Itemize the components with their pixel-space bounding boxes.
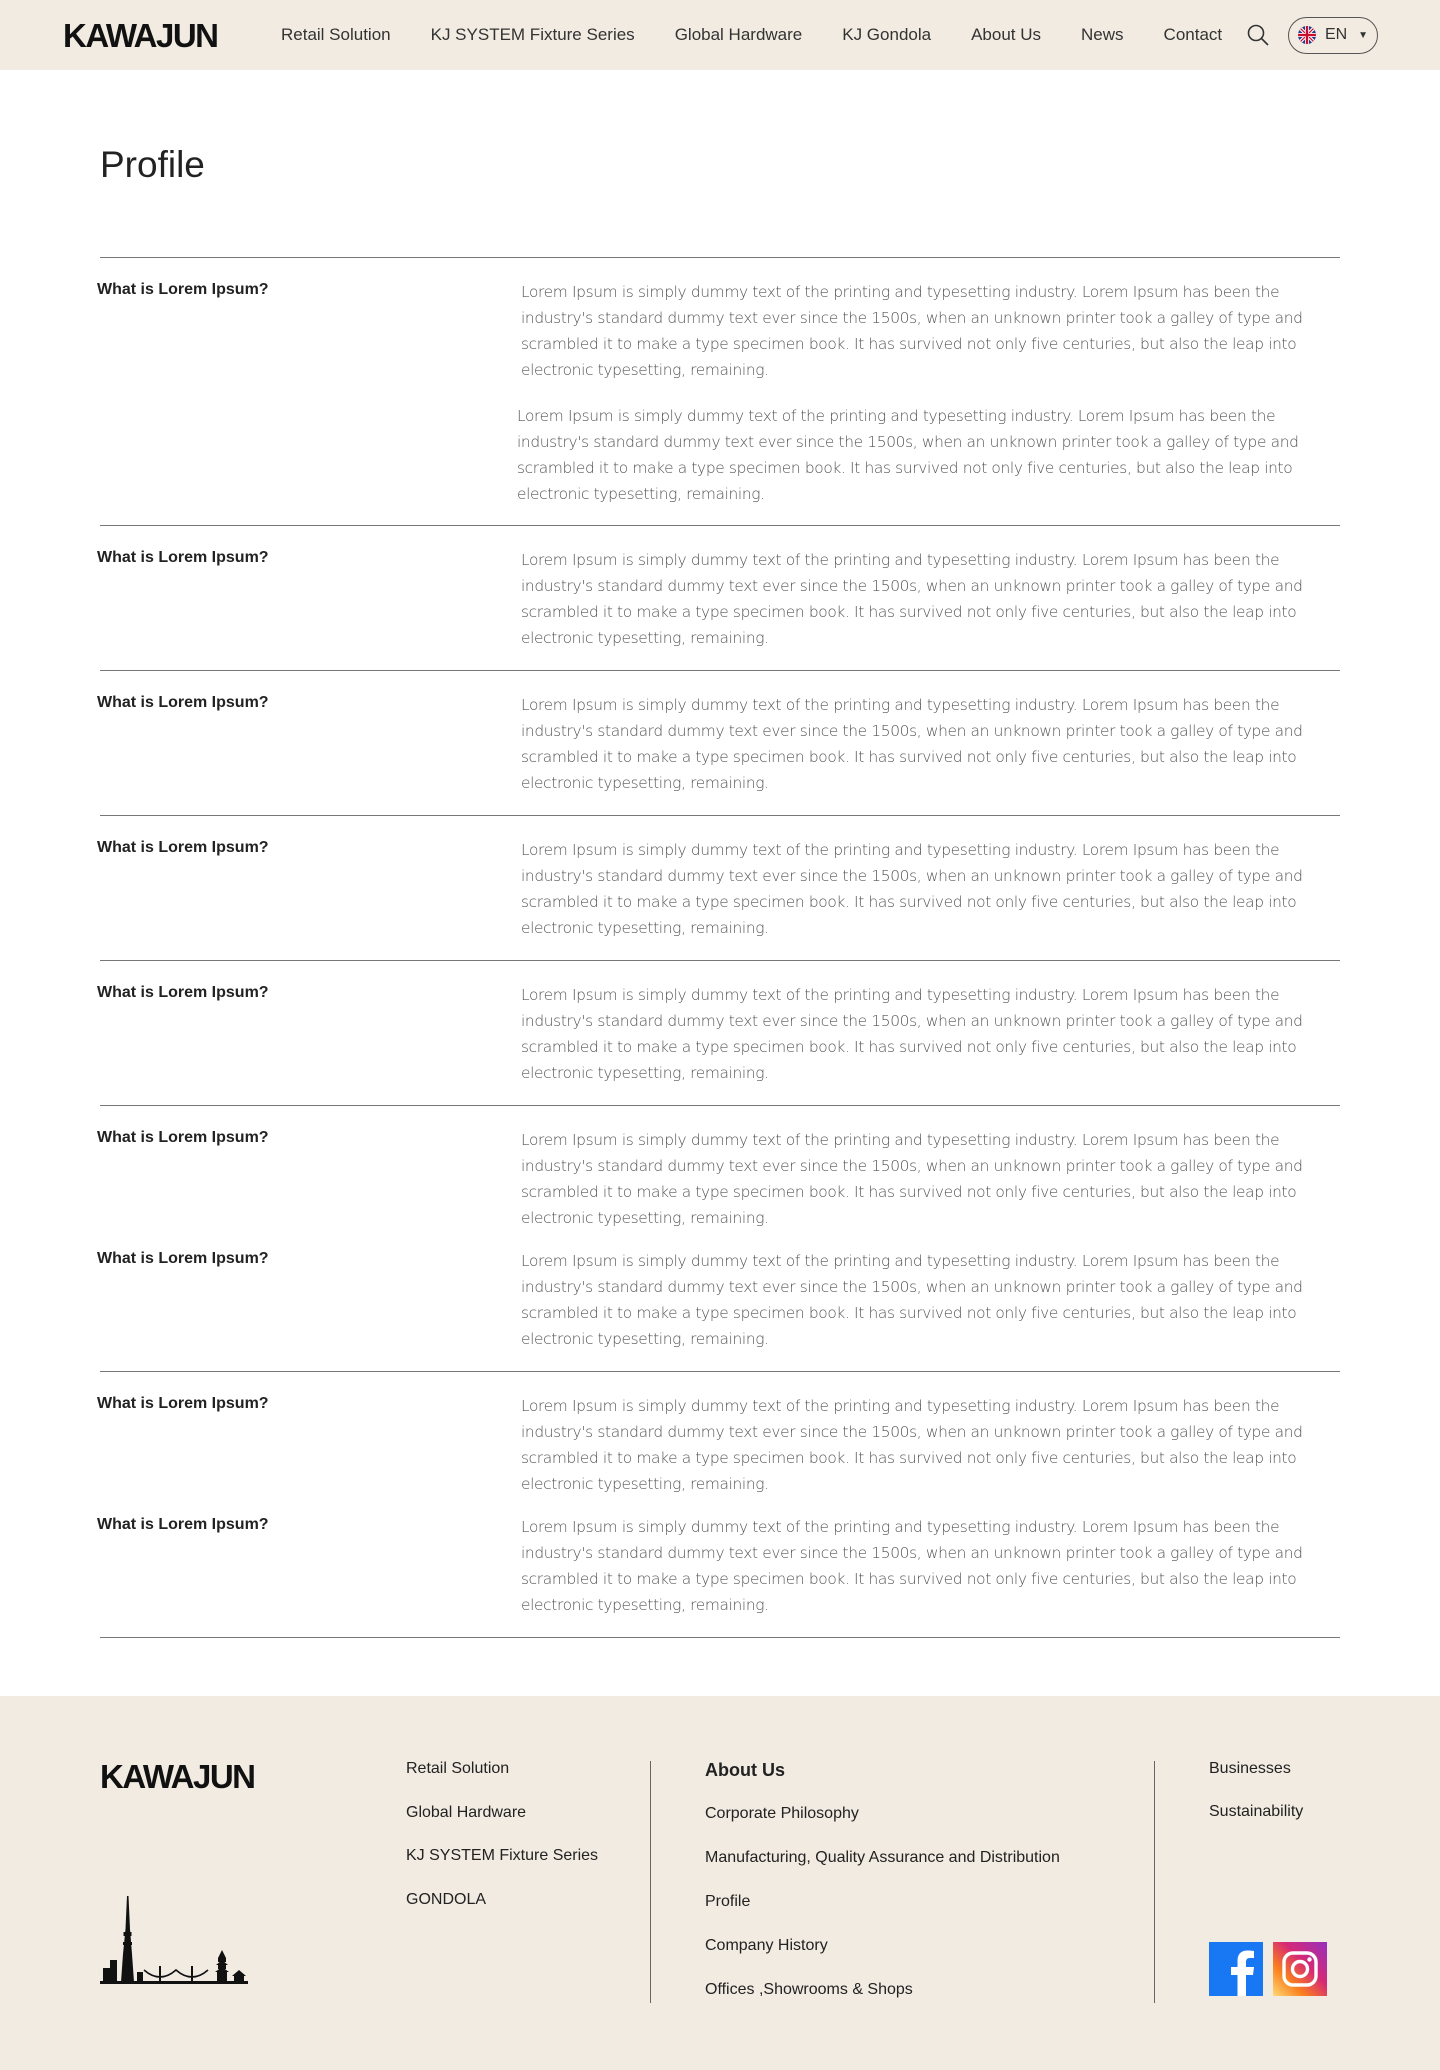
row-question: What is Lorem Ipsum? — [97, 549, 269, 566]
footer-link-corporate-philosophy[interactable]: Corporate Philosophy — [705, 1805, 859, 1822]
site-logo[interactable]: KAWAJUN — [63, 16, 218, 54]
profile-row — [97, 670, 1340, 815]
row-answer: Lorem Ipsum is simply dummy text of the printing and typesetting industry. Lorem Ipsum has been the industry's standard dummy text ever since the 1500s, when an unknown printer took a galley of type and scrambled it to make a type specimen book. It has survived not only five centuries, but also the leap into electronic typesetting, remaining. — [521, 283, 1303, 379]
row-question: What is Lorem Ipsum? — [97, 1129, 269, 1146]
profile-main — [0, 142, 1440, 1638]
row-answer: Lorem Ipsum is simply dummy text of the printing and typesetting industry. Lorem Ipsum has been the industry's standard dummy text ever since the 1500s, when an unknown printer took a galley of type and scrambled it to make a type specimen book. It has survived not only five centuries, but also the leap into electronic typesetting, remaining. — [521, 1252, 1303, 1348]
footer-products-links — [406, 1760, 598, 1934]
page-title: Profile — [100, 144, 205, 185]
row-answer: Lorem Ipsum is simply dummy text of the printing and typesetting industry. Lorem Ipsum has been the industry's standard dummy text ever since the 1500s, when an unknown printer took a galley of type and scrambled it to make a type specimen book. It has survived not only five centuries, but also the leap into electronic typesetting, remaining. — [517, 407, 1299, 503]
footer-link-gondola[interactable]: GONDOLA — [406, 1890, 487, 1908]
row-question: What is Lorem Ipsum? — [97, 839, 269, 856]
row-question: What is Lorem Ipsum? — [97, 1250, 269, 1267]
nav-kj-system[interactable]: KJ SYSTEM Fixture Series — [430, 25, 635, 44]
site-header — [0, 0, 1440, 70]
profile-row — [97, 960, 1340, 1105]
nav-kj-gondola[interactable]: KJ Gondola — [842, 25, 932, 44]
skyline-illustration — [100, 1894, 248, 1984]
site-footer — [0, 1696, 1440, 2070]
footer-link-retail-solution[interactable]: Retail Solution — [406, 1760, 510, 1777]
row-answer: Lorem Ipsum is simply dummy text of the printing and typesetting industry. Lorem Ipsum has been the industry's standard dummy text ever since the 1500s, when an unknown printer took a galley of type and scrambled it to make a type specimen book. It has survived not only five centuries, but also the leap into electronic typesetting, remaining. — [521, 1397, 1303, 1493]
row-answer: Lorem Ipsum is simply dummy text of the printing and typesetting industry. Lorem Ipsum has been the industry's standard dummy text ever since the 1500s, when an unknown printer took a galley of type and scrambled it to make a type specimen book. It has survived not only five centuries, but also the leap into electronic typesetting, remaining. — [521, 696, 1303, 792]
profile-row — [97, 815, 1340, 960]
footer-logo[interactable]: KAWAJUN — [100, 1758, 255, 1795]
profile-row — [97, 257, 1340, 525]
row-question: What is Lorem Ipsum? — [97, 1516, 269, 1533]
footer-divider — [650, 1761, 651, 2003]
profile-row — [97, 525, 1340, 670]
profile-table — [97, 257, 1340, 1638]
footer-misc-links — [1209, 1760, 1303, 1846]
header-tools — [1246, 17, 1378, 54]
nav-about-us[interactable]: About Us — [971, 25, 1042, 44]
instagram-icon[interactable] — [1273, 1942, 1327, 1996]
social-links — [1209, 1942, 1337, 1996]
row-answer: Lorem Ipsum is simply dummy text of the printing and typesetting industry. Lorem Ipsum has been the industry's standard dummy text ever since the 1500s, when an unknown printer took a galley of type and scrambled it to make a type specimen book. It has survived not only five centuries, but also the leap into electronic typesetting, remaining. — [521, 841, 1303, 937]
nav-retail-solution[interactable]: Retail Solution — [281, 25, 391, 44]
row-question: What is Lorem Ipsum? — [97, 984, 269, 1001]
nav-contact[interactable]: Contact — [1163, 25, 1223, 44]
uk-flag-icon — [1298, 26, 1316, 44]
nav-global-hardware[interactable]: Global Hardware — [674, 25, 803, 44]
profile-row — [97, 1371, 1340, 1637]
footer-divider — [1154, 1761, 1155, 2003]
facebook-icon[interactable] — [1209, 1942, 1263, 1996]
footer-link-kj-system[interactable]: KJ SYSTEM Fixture Series — [406, 1847, 599, 1864]
row-question: What is Lorem Ipsum? — [97, 281, 269, 298]
footer-link-businesses[interactable]: Businesses — [1209, 1760, 1291, 1777]
footer-link-manufacturing[interactable]: Manufacturing, Quality Assurance and Distribution — [705, 1849, 1060, 1866]
row-question: What is Lorem Ipsum? — [97, 1395, 269, 1412]
profile-row — [97, 1105, 1340, 1371]
row-question: What is Lorem Ipsum? — [97, 694, 269, 711]
footer-about-links — [705, 1760, 1060, 2025]
language-label: EN — [1325, 26, 1348, 43]
language-selector[interactable] — [1288, 17, 1378, 54]
row-answer: Lorem Ipsum is simply dummy text of the printing and typesetting industry. Lorem Ipsum has been the industry's standard dummy text ever since the 1500s, when an unknown printer took a galley of type and scrambled it to make a type specimen book. It has survived not only five centuries, but also the leap into electronic typesetting, remaining. — [521, 1518, 1303, 1614]
footer-about-title[interactable]: About Us — [705, 1760, 785, 1780]
footer-link-offices[interactable]: Offices ,Showrooms & Shops — [705, 1981, 913, 1998]
chevron-down-icon: ▼ — [1358, 29, 1368, 41]
row-answer: Lorem Ipsum is simply dummy text of the printing and typesetting industry. Lorem Ipsum has been the industry's standard dummy text ever since the 1500s, when an unknown printer took a galley of type and scrambled it to make a type specimen book. It has survived not only five centuries, but also the leap into electronic typesetting, remaining. — [521, 551, 1303, 647]
footer-link-company-history[interactable]: Company History — [705, 1937, 828, 1954]
row-answer: Lorem Ipsum is simply dummy text of the printing and typesetting industry. Lorem Ipsum has been the industry's standard dummy text ever since the 1500s, when an unknown printer took a galley of type and scrambled it to make a type specimen book. It has survived not only five centuries, but also the leap into electronic typesetting, remaining. — [521, 986, 1303, 1082]
footer-link-sustainability[interactable]: Sustainability — [1209, 1803, 1304, 1820]
row-answer: Lorem Ipsum is simply dummy text of the printing and typesetting industry. Lorem Ipsum has been the industry's standard dummy text ever since the 1500s, when an unknown printer took a galley of type and scrambled it to make a type specimen book. It has survived not only five centuries, but also the leap into electronic typesetting, remaining. — [521, 1131, 1303, 1227]
main-nav — [281, 25, 1222, 45]
nav-news[interactable]: News — [1081, 25, 1124, 44]
search-icon[interactable] — [1246, 23, 1270, 47]
footer-link-profile[interactable]: Profile — [705, 1893, 751, 1910]
footer-link-global-hardware[interactable]: Global Hardware — [406, 1803, 527, 1821]
